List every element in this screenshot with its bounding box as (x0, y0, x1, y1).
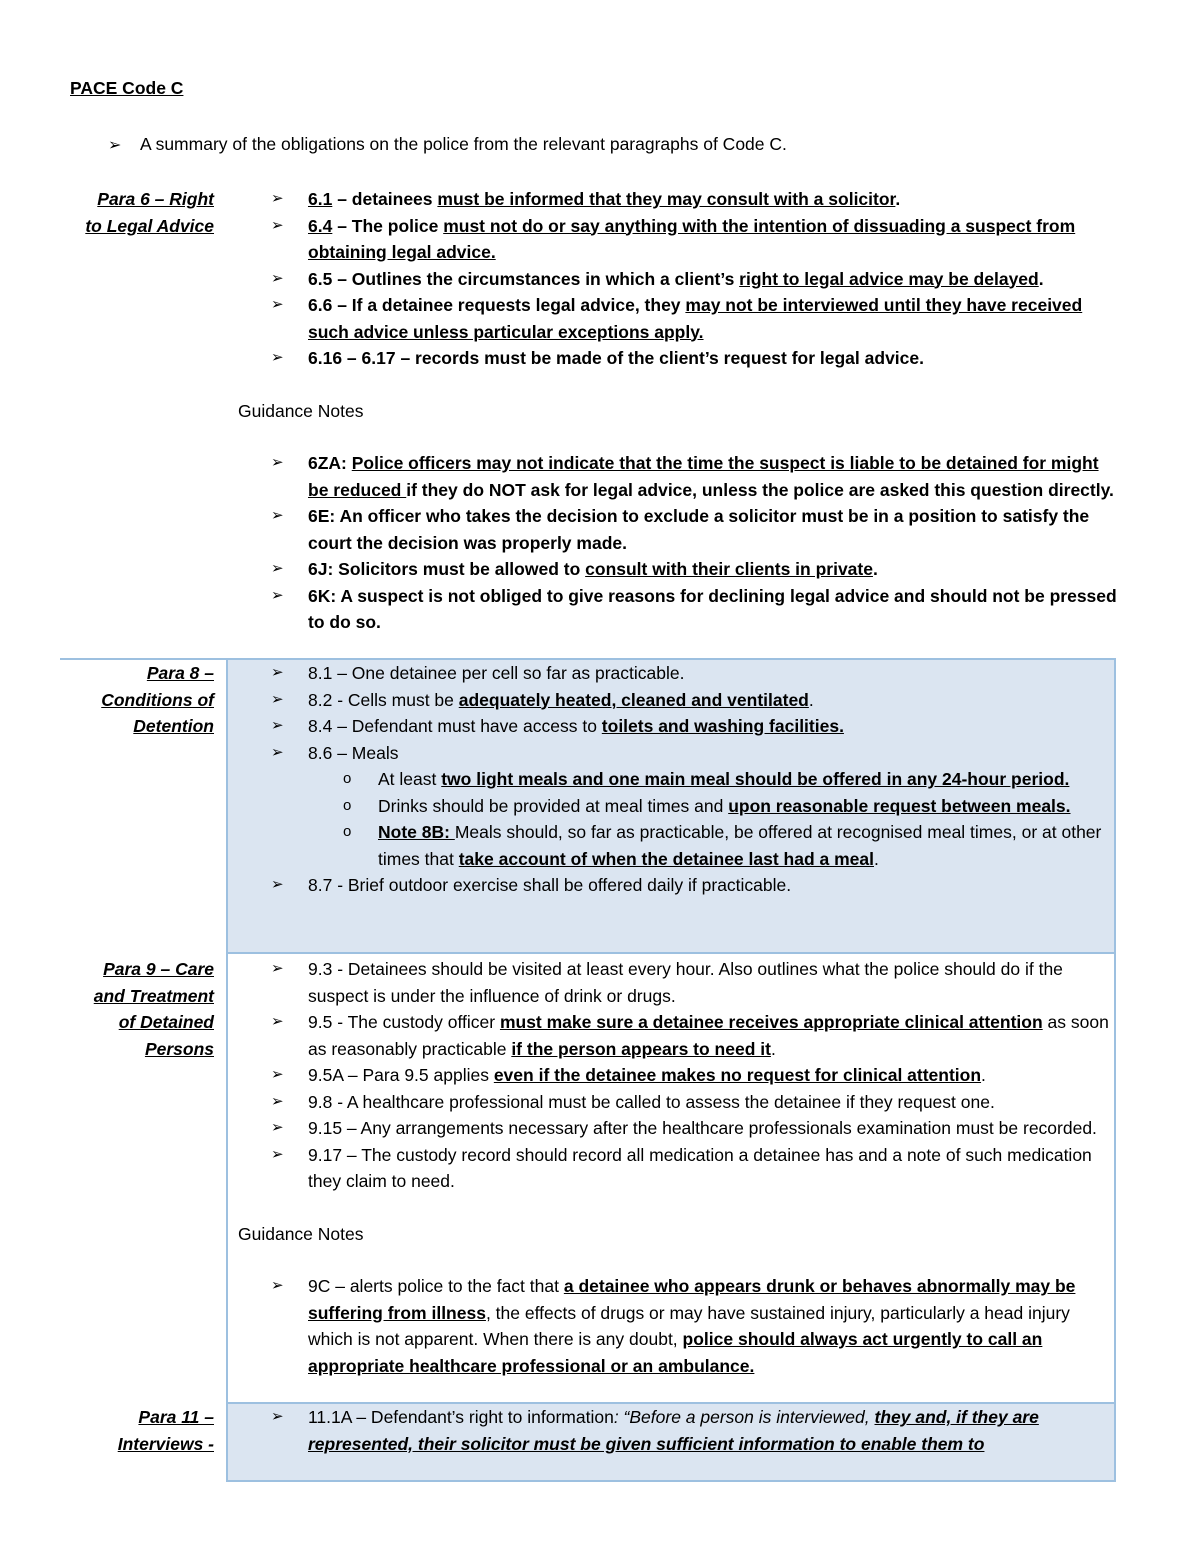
section-label-para-6: Para 6 – Right to Legal Advice (85, 189, 214, 236)
bullet-arrow-icon: ➢ (271, 743, 284, 761)
list-item: ➢ 6.5 – Outlines the circumstances in which a client’s right to legal advice may be delayed. (268, 266, 1118, 293)
list-item: ➢ 9C – alerts police to the fact that a detainee who appears drunk or behaves abnormally may be suffering from illness, the effects of drugs or may have sustained injury, particularly a head injury which is not apparent. When there is any doubt, police should always act urgently to call an appropriate healthcare professional or an ambulance. (268, 1273, 1118, 1379)
list-item: ➢ 8.4 – Defendant must have access to toilets and washing facilities. (268, 713, 1118, 740)
section-para-9 (0, 954, 1200, 1402)
intro-line (108, 131, 787, 159)
list-item: ➢ 6.6 – If a detainee requests legal advice, they may not be interviewed until they have received such advice unless particular exceptions apply. (268, 292, 1118, 345)
sub-list-item: o At least two light meals and one main meal should be offered in any 24-hour period. (268, 766, 1118, 793)
list-item: ➢ 6K: A suspect is not obliged to give reasons for declining legal advice and should not be pressed to do so. (268, 583, 1118, 636)
bullet-arrow-icon: ➢ (271, 296, 284, 313)
section-label-para-9: Para 9 – Care and Treatment of Detained Persons (93, 959, 214, 1059)
section-label-para-11: Para 11 – Interviews - (117, 1407, 214, 1454)
list-item: ➢ 11.1A – Defendant’s right to information: “Before a person is interviewed, they and, if they are represented, their solicitor must be given sufficient information to enable them to (268, 1404, 1118, 1457)
bullet-arrow-icon: ➢ (271, 586, 284, 604)
list-item: ➢ 9.8 - A healthcare professional must be called to assess the detainee if they request one. (268, 1089, 1118, 1116)
list-item: ➢ 8.6 – Meals (268, 740, 1118, 767)
section-content-para-9 (238, 956, 1118, 1379)
bullet-arrow-icon: ➢ (271, 349, 284, 366)
circle-bullet-icon: o (343, 770, 352, 787)
circle-bullet-icon: o (343, 823, 352, 840)
list-item: ➢ 6.4 – The police must not do or say anything with the intention of dissuading a suspect from obtaining legal advice. (268, 213, 1118, 266)
document-title: PACE Code C (70, 78, 184, 98)
section-para-11 (0, 1402, 1200, 1482)
section-content-para-8 (268, 660, 1118, 899)
bullet-arrow-icon: ➢ (271, 560, 284, 577)
bullet-arrow-icon: ➢ (108, 137, 122, 154)
list-item: ➢ 9.5 - The custody officer must make sure a detainee receives appropriate clinical attention as soon as reasonably practicable if the person appears to need it. (268, 1009, 1118, 1062)
sub-list-item: o Note 8B: Meals should, so far as practicable, be offered at recognised meal times, or at other times that take account of when the detainee last had a meal. (268, 819, 1118, 872)
bullet-arrow-icon: ➢ (271, 1119, 284, 1136)
intro-text: A summary of the obligations on the police from the relevant paragraphs of Code C. (140, 134, 787, 154)
list-item: ➢ 8.1 – One detainee per cell so far as practicable. (268, 660, 1118, 687)
list-item: ➢ 8.7 - Brief outdoor exercise shall be offered daily if practicable. (268, 872, 1118, 899)
list-item: ➢ 6J: Solicitors must be allowed to consult with their clients in private. (268, 556, 1118, 583)
list-item: ➢ 6.16 – 6.17 – records must be made of the client’s request for legal advice. (268, 345, 1118, 372)
bullet-arrow-icon: ➢ (271, 690, 284, 708)
list-item: ➢ 6ZA: Police officers may not indicate that the time the suspect is liable to be detained for might be reduced if they do NOT ask for legal advice, unless the police are asked this question directly. (268, 450, 1118, 503)
section-label-para-8: Para 8 – Conditions of Detention (101, 663, 214, 736)
bullet-arrow-icon: ➢ (271, 269, 284, 287)
section-para-6 (0, 186, 1200, 658)
guidance-notes-heading: Guidance Notes (238, 1223, 364, 1244)
bullet-arrow-icon: ➢ (271, 1277, 284, 1294)
list-item: ➢ 9.5A – Para 9.5 applies even if the detainee makes no request for clinical attention. (268, 1062, 1118, 1089)
list-item: ➢ 9.17 – The custody record should record all medication a detainee has and a note of such medication they claim to need. (268, 1142, 1118, 1195)
bullet-arrow-icon: ➢ (271, 1066, 284, 1083)
list-item: ➢ 6.1 – detainees must be informed that they may consult with a solicitor. (268, 186, 1118, 213)
bullet-arrow-icon: ➢ (271, 1145, 284, 1163)
bullet-arrow-icon: ➢ (271, 190, 284, 207)
bullet-arrow-icon: ➢ (271, 454, 284, 471)
bullet-arrow-icon: ➢ (271, 664, 284, 681)
section-content-para-6 (238, 186, 1118, 636)
list-item: ➢ 8.2 - Cells must be adequately heated, cleaned and ventilated. (268, 687, 1118, 714)
circle-bullet-icon: o (343, 796, 352, 814)
bullet-arrow-icon: ➢ (271, 876, 284, 893)
bullet-arrow-icon: ➢ (271, 1013, 284, 1030)
bullet-arrow-icon: ➢ (271, 216, 284, 234)
bullet-arrow-icon: ➢ (271, 507, 284, 524)
sub-list-item: o Drinks should be provided at meal times and upon reasonable request between meals. (268, 793, 1118, 820)
bullet-arrow-icon: ➢ (271, 960, 284, 977)
section-content-para-11 (268, 1404, 1118, 1457)
list-item: ➢ 9.15 – Any arrangements necessary after the healthcare professionals examination must be recorded. (268, 1115, 1118, 1142)
guidance-notes-heading: Guidance Notes (238, 400, 364, 421)
list-item: ➢ 9.3 - Detainees should be visited at least every hour. Also outlines what the police should do if the suspect is under the influence of drink or drugs. (268, 956, 1118, 1009)
bullet-arrow-icon: ➢ (271, 1092, 284, 1110)
section-para-8 (0, 658, 1200, 954)
list-item: ➢ 6E: An officer who takes the decision to exclude a solicitor must be in a position to satisfy the court the decision was properly made. (268, 503, 1118, 556)
bullet-arrow-icon: ➢ (271, 717, 284, 734)
bullet-arrow-icon: ➢ (271, 1408, 284, 1425)
section-border-left (226, 954, 228, 1402)
